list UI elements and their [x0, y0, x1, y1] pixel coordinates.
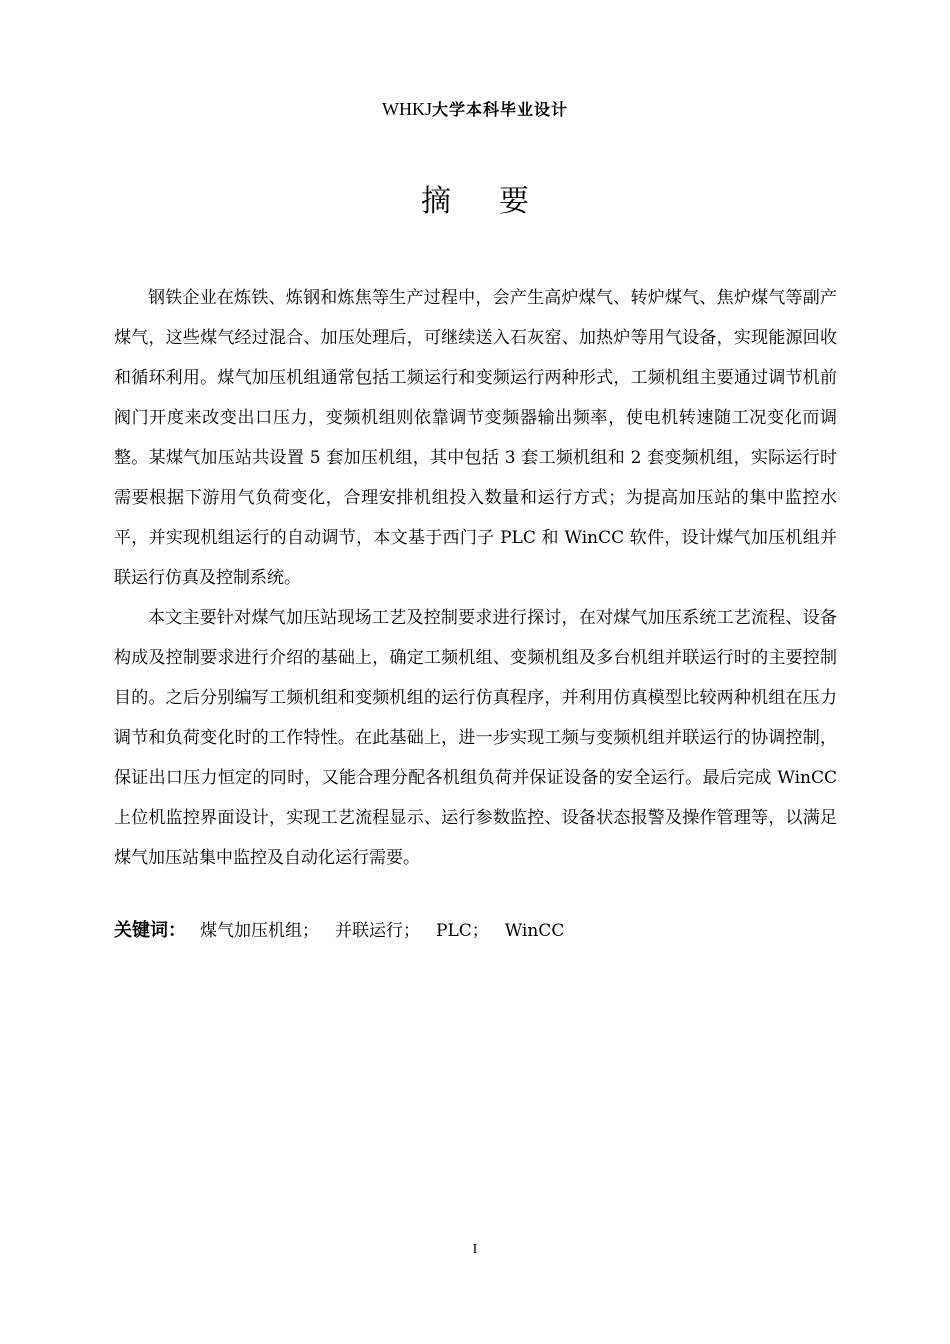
keyword-item: WinCC	[504, 921, 565, 941]
keywords-label: 关键词：	[114, 920, 186, 941]
abstract-paragraph-2: 本文主要针对煤气加压站现场工艺及控制要求进行探讨，在对煤气加压系统工艺流程、设备构成及控制要求进行介绍的基础上，确定工频机组、变频机组及多台机组并联运行时的主要控制目的。之后分别编写工频机组和变频机组的运行仿真程序，并利用仿真模型比较两种机组在压力调节和负荷变化时的工作特性。在此基础上，进一步实现工频与变频机组并联运行的协调控制，保证出口压力恒定的同时，又能合理分配各机组负荷并保证设备的安全运行。最后完成 WinCC 上位机监控界面设计，实现工艺流程显示、运行参数监控、设备状态报警及操作管理等，以满足煤气加压站集中监控及自动化运行需要。	[114, 608, 837, 868]
keyword-item: PLC；	[436, 921, 489, 941]
page-header	[0, 96, 950, 123]
abstract-paragraph-1: 钢铁企业在炼铁、炼钢和炼焦等生产过程中，会产生高炉煤气、转炉煤气、焦炉煤气等副产煤气，这些煤气经过混合、加压处理后，可继续送入石灰窑、加热炉等用气设备，实现能源回收和循环利用。煤气加压机组通常包括工频运行和变频运行两种形式，工频机组主要通过调节机前阀门开度来改变出口压力，变频机组则依靠调节变频器输出频率，使电机转速随工况变化而调整。某煤气加压站共设置 5 套加压机组，其中包括 3 套工频机组和 2 套变频机组，实际运行时需要根据下游用气负荷变化，合理安排机组投入数量和运行方式；为提高加压站的集中监控水平，并实现机组运行的自动调节，本文基于西门子 PLC 和 WinCC 软件，设计煤气加压机组并联运行仿真及控制系统。	[114, 288, 837, 588]
keyword-item: 并联运行；	[335, 921, 420, 941]
abstract-body	[114, 278, 837, 878]
keywords-line	[114, 914, 837, 948]
keyword-item: 煤气加压机组；	[200, 921, 319, 941]
header-university-title: 大学本科毕业设计	[431, 100, 568, 119]
header-latin: WHKJ	[381, 99, 432, 119]
abstract-title: 摘要	[421, 184, 577, 219]
page-number: I	[472, 1242, 478, 1257]
